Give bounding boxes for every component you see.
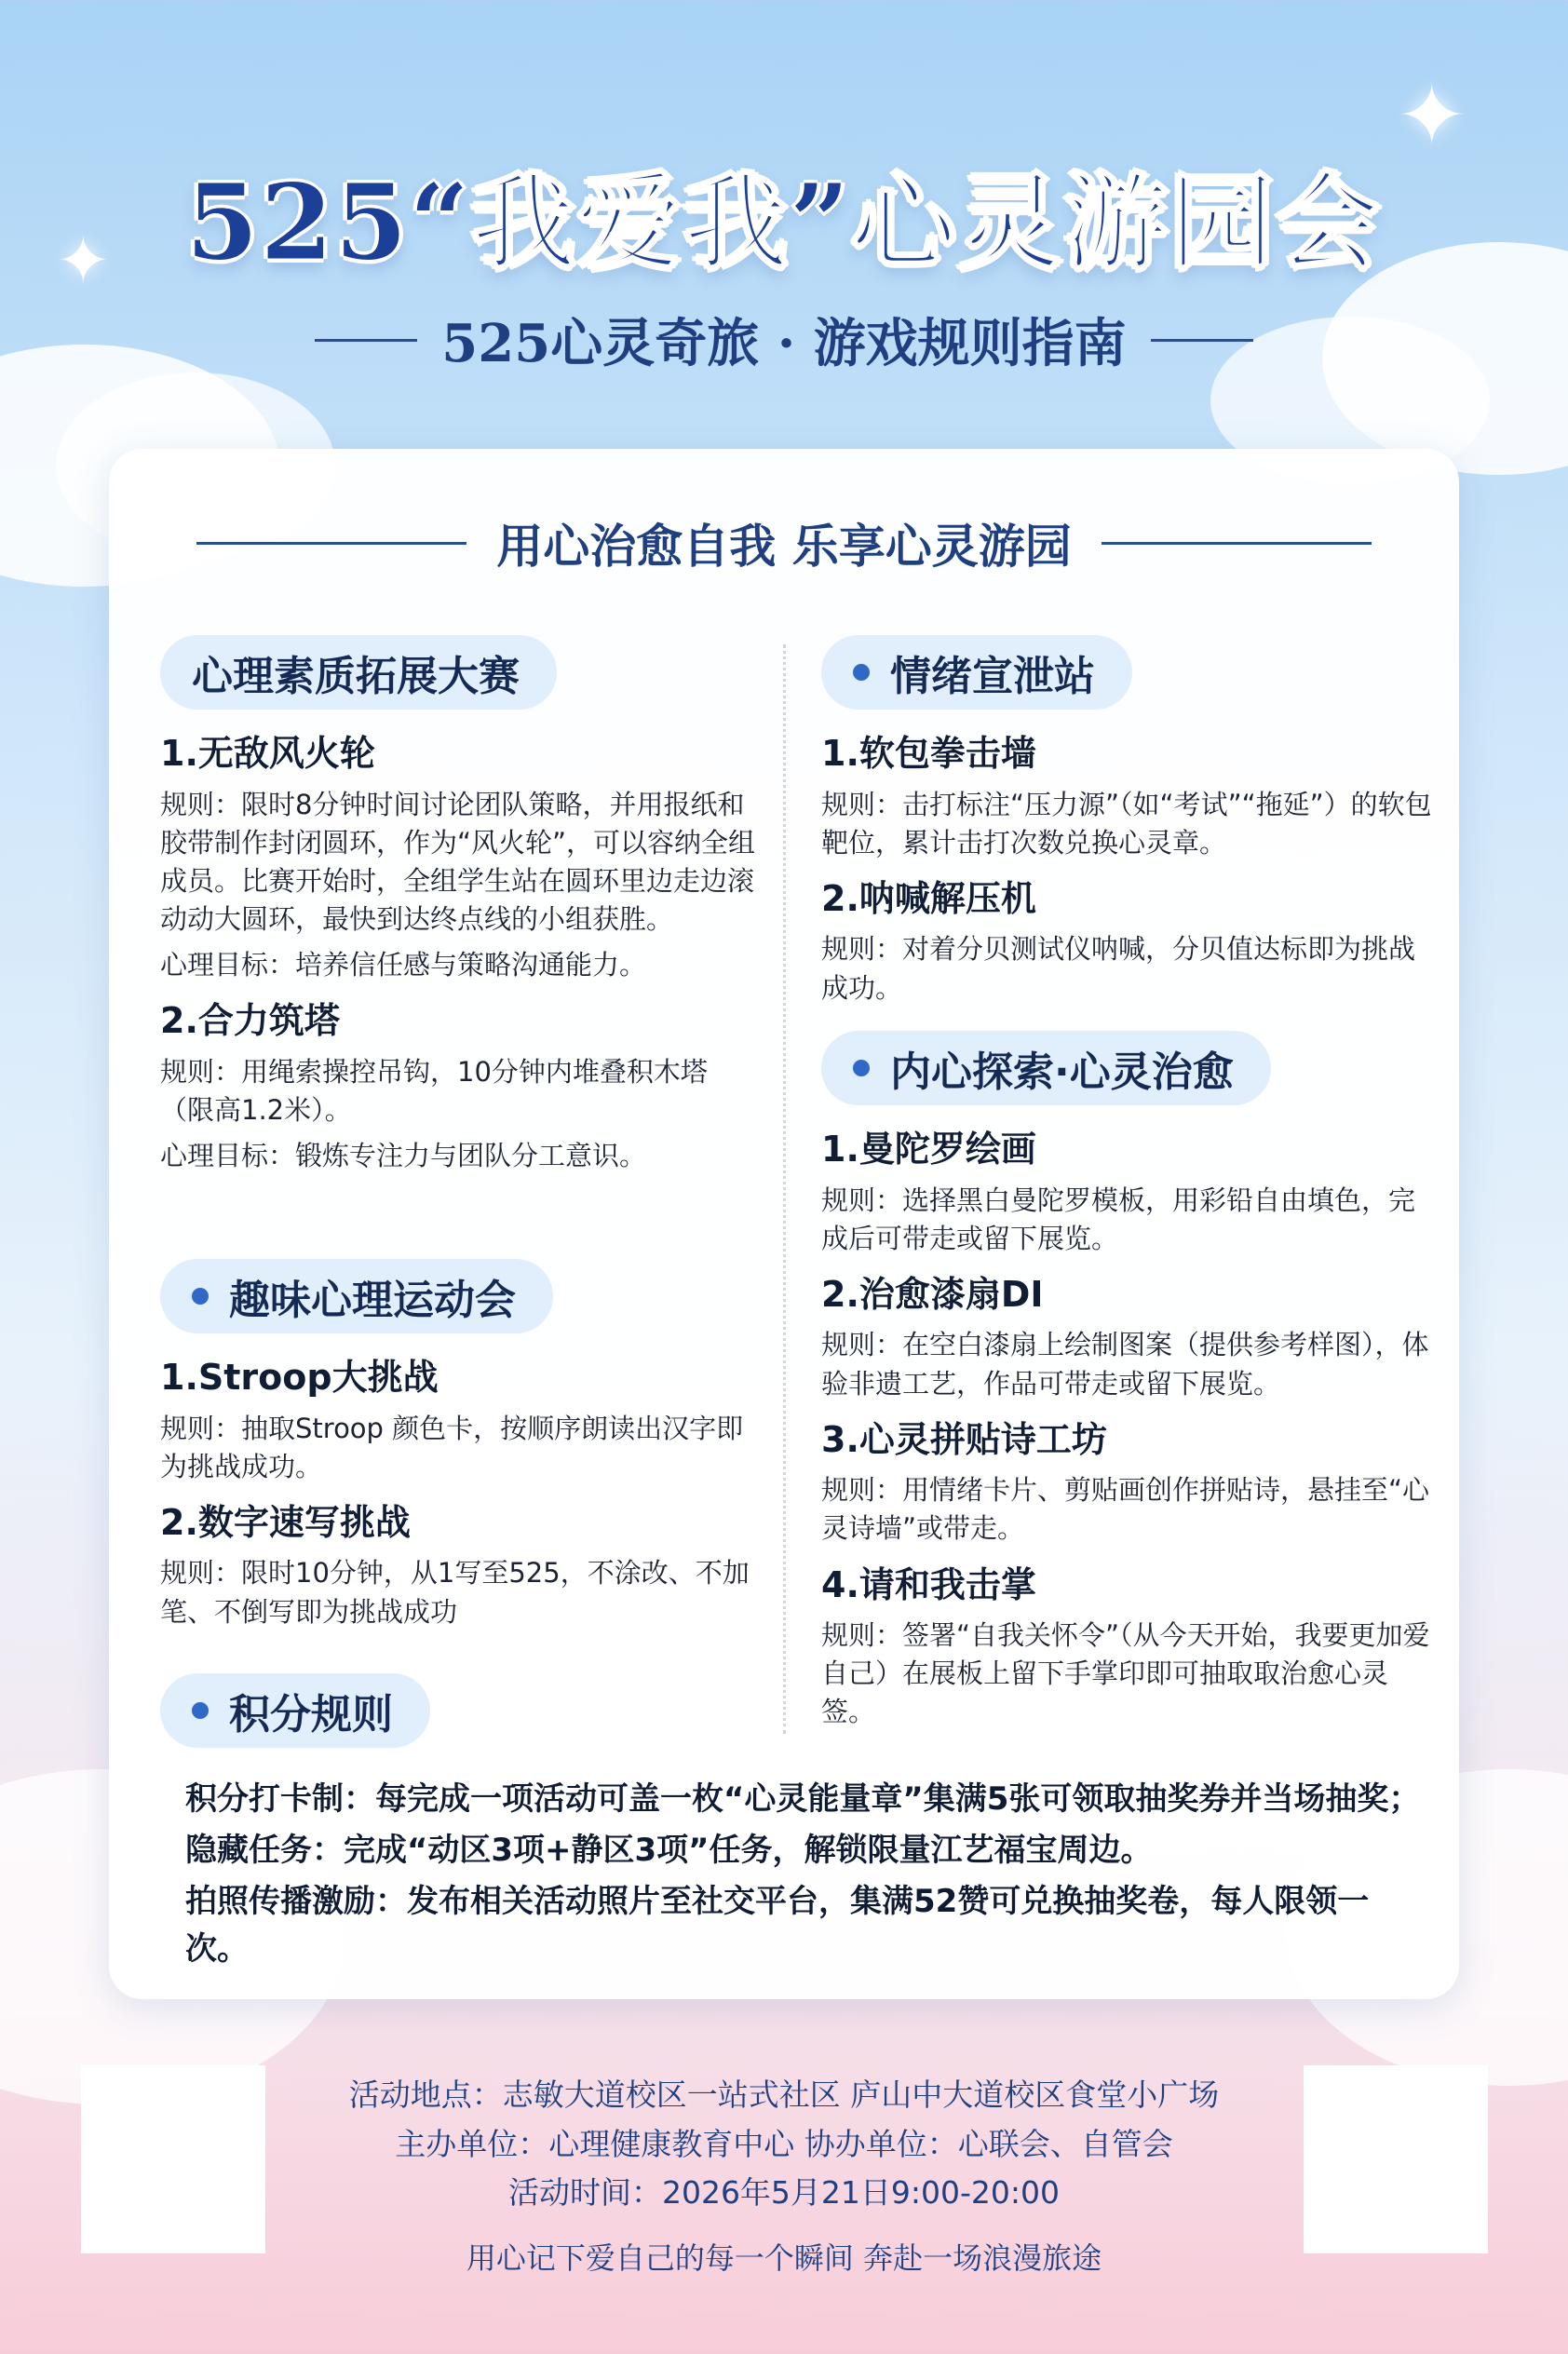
game-goal: 心理目标：锻炼专注力与团队分工意识。 xyxy=(160,1140,647,1172)
game-item xyxy=(160,732,756,984)
game-title: 1.无敌风火轮 xyxy=(160,733,375,774)
game-title: 2.呐喊解压机 xyxy=(821,877,1036,919)
game-rule: 规则：签署“自我关怀令”（从今天开始，我要更加爱自己）在展板上留下手掌印即可抽取取治愈心灵签。 xyxy=(821,1619,1430,1728)
section-pill-scoring xyxy=(160,1673,430,1748)
section-pill-venting xyxy=(821,635,1132,710)
section-label: 情绪宣泄站 xyxy=(890,653,1095,700)
heading-rule-right xyxy=(1102,542,1372,545)
section-label: 内心探索·心灵治愈 xyxy=(890,1048,1234,1096)
game-title: 1.曼陀罗绘画 xyxy=(821,1129,1036,1170)
game-item xyxy=(160,999,756,1175)
game-title: 2.数字速写挑战 xyxy=(160,1501,411,1543)
game-item xyxy=(821,1273,1436,1403)
sparkle-icon: ✦ xyxy=(56,223,111,299)
game-item xyxy=(821,732,1436,862)
game-title: 1.软包拳击墙 xyxy=(821,733,1036,774)
scoring-line: 积分打卡制：每完成一项活动可盖一枚“心灵能量章”集满5张可领取抽奖券并当场抽奖； xyxy=(185,1780,1421,1818)
game-rule: 规则：限时10分钟，从1写至525，不涂改、不加笔、不倒写即为挑战成功 xyxy=(160,1557,750,1628)
section-expansion xyxy=(160,635,756,1190)
scoring-line: 拍照传播激励：发布相关活动照片至社交平台，集满52赞可兑换抽奖卷，每人限领一次。 xyxy=(185,1883,1370,1968)
card-heading: 用心治愈自我 乐享心灵游园 xyxy=(496,519,1072,574)
game-item xyxy=(821,877,1436,1008)
game-rule: 规则：击打标注“压力源”（如“考试”“拖延”）的软包靶位，累计击打次数兑换心灵章。 xyxy=(821,788,1432,859)
section-label: 趣味心理运动会 xyxy=(229,1277,516,1324)
page-title: 525“我爱我”心灵游园会 xyxy=(185,162,1383,284)
game-item xyxy=(160,1501,756,1631)
game-rule: 规则：在空白漆扇上绘制图案（提供参考样图），体验非遗工艺，作品可带走或留下展览。 xyxy=(821,1329,1429,1400)
game-rule: 规则：限时8分钟时间讨论团队策略，并用报纸和胶带制作封闭圆环，作为“风火轮”，可以容纳全组成员。比赛开始时，全组学生站在圆环里边走边滚动动大圆环，最快到达终点线的小组获胜。 xyxy=(160,788,756,936)
rules-card xyxy=(109,449,1459,1999)
section-label: 积分规则 xyxy=(229,1691,393,1738)
column-divider xyxy=(783,644,786,1734)
section-venting xyxy=(821,635,1436,1022)
game-rule: 规则：用绳索操控吊钩，10分钟内堆叠积木塔（限高1.2米）。 xyxy=(160,1055,708,1127)
footer-slogan: 用心记下爱自己的每一个瞬间 奔赴一场浪漫旅途 xyxy=(466,2240,1102,2276)
sparkle-icon: ✦ xyxy=(1397,67,1467,165)
card-heading-row xyxy=(109,509,1459,576)
page-subtitle: 525心灵奇旅 · 游戏规则指南 xyxy=(441,313,1127,374)
game-item xyxy=(821,1128,1436,1258)
game-rule: 规则：选择黑白曼陀罗模板，用彩铅自由填色，完成后可带走或留下展览。 xyxy=(821,1184,1416,1254)
game-title: 4.请和我击掌 xyxy=(821,1563,1036,1605)
qr-code-placeholder-right xyxy=(1304,2065,1488,2253)
game-title: 1.Stroop大挑战 xyxy=(160,1357,439,1398)
event-organizer: 主办单位：心理健康教育中心 协办单位：心联会、自管会 xyxy=(395,2125,1173,2162)
section-pill-healing xyxy=(821,1031,1271,1105)
subtitle-row xyxy=(0,303,1568,377)
game-rule: 规则：用情绪卡片、剪贴画创作拼贴诗，悬挂至“心灵诗墙”或带走。 xyxy=(821,1474,1430,1545)
section-sports xyxy=(160,1259,756,1646)
subtitle-rule-right xyxy=(1151,339,1253,342)
heading-rule-left xyxy=(196,542,466,545)
event-time: 活动时间：2026年5月21日9:00-20:00 xyxy=(507,2174,1061,2211)
game-title: 2.治愈漆扇DI xyxy=(821,1273,1044,1315)
game-goal: 心理目标：培养信任感与策略沟通能力。 xyxy=(160,949,647,981)
section-healing xyxy=(821,1031,1436,1747)
section-scoring xyxy=(160,1673,756,1770)
game-title: 3.心灵拼贴诗工坊 xyxy=(821,1418,1107,1460)
section-pill-sports xyxy=(160,1259,553,1333)
game-item xyxy=(160,1356,756,1486)
game-rule: 规则：对着分贝测试仪呐喊，分贝值达标即为挑战成功。 xyxy=(821,933,1416,1004)
game-title: 2.合力筑塔 xyxy=(160,1000,340,1042)
game-item xyxy=(821,1563,1436,1732)
bullet-dot-icon xyxy=(192,1288,209,1305)
qr-code-placeholder-left xyxy=(81,2065,265,2253)
bullet-dot-icon xyxy=(853,1060,870,1076)
bullet-dot-icon xyxy=(853,664,870,681)
event-location: 活动地点：志敏大道校区一站式社区 庐山中大道校区食堂小广场 xyxy=(348,2077,1220,2113)
game-item xyxy=(821,1418,1436,1549)
subtitle-rule-left xyxy=(315,339,417,342)
scoring-line: 隐藏任务：完成“动区3项+静区3项”任务，解锁限量江艺福宝周边。 xyxy=(185,1832,1153,1869)
section-label: 心理素质拓展大赛 xyxy=(192,653,520,700)
game-rule: 规则：抽取Stroop 颜色卡，按顺序朗读出汉字即为挑战成功。 xyxy=(160,1412,744,1482)
event-info xyxy=(279,2072,1289,2219)
section-pill-expansion xyxy=(160,635,557,710)
scoring-rules xyxy=(185,1776,1424,1977)
bullet-dot-icon xyxy=(192,1702,209,1719)
